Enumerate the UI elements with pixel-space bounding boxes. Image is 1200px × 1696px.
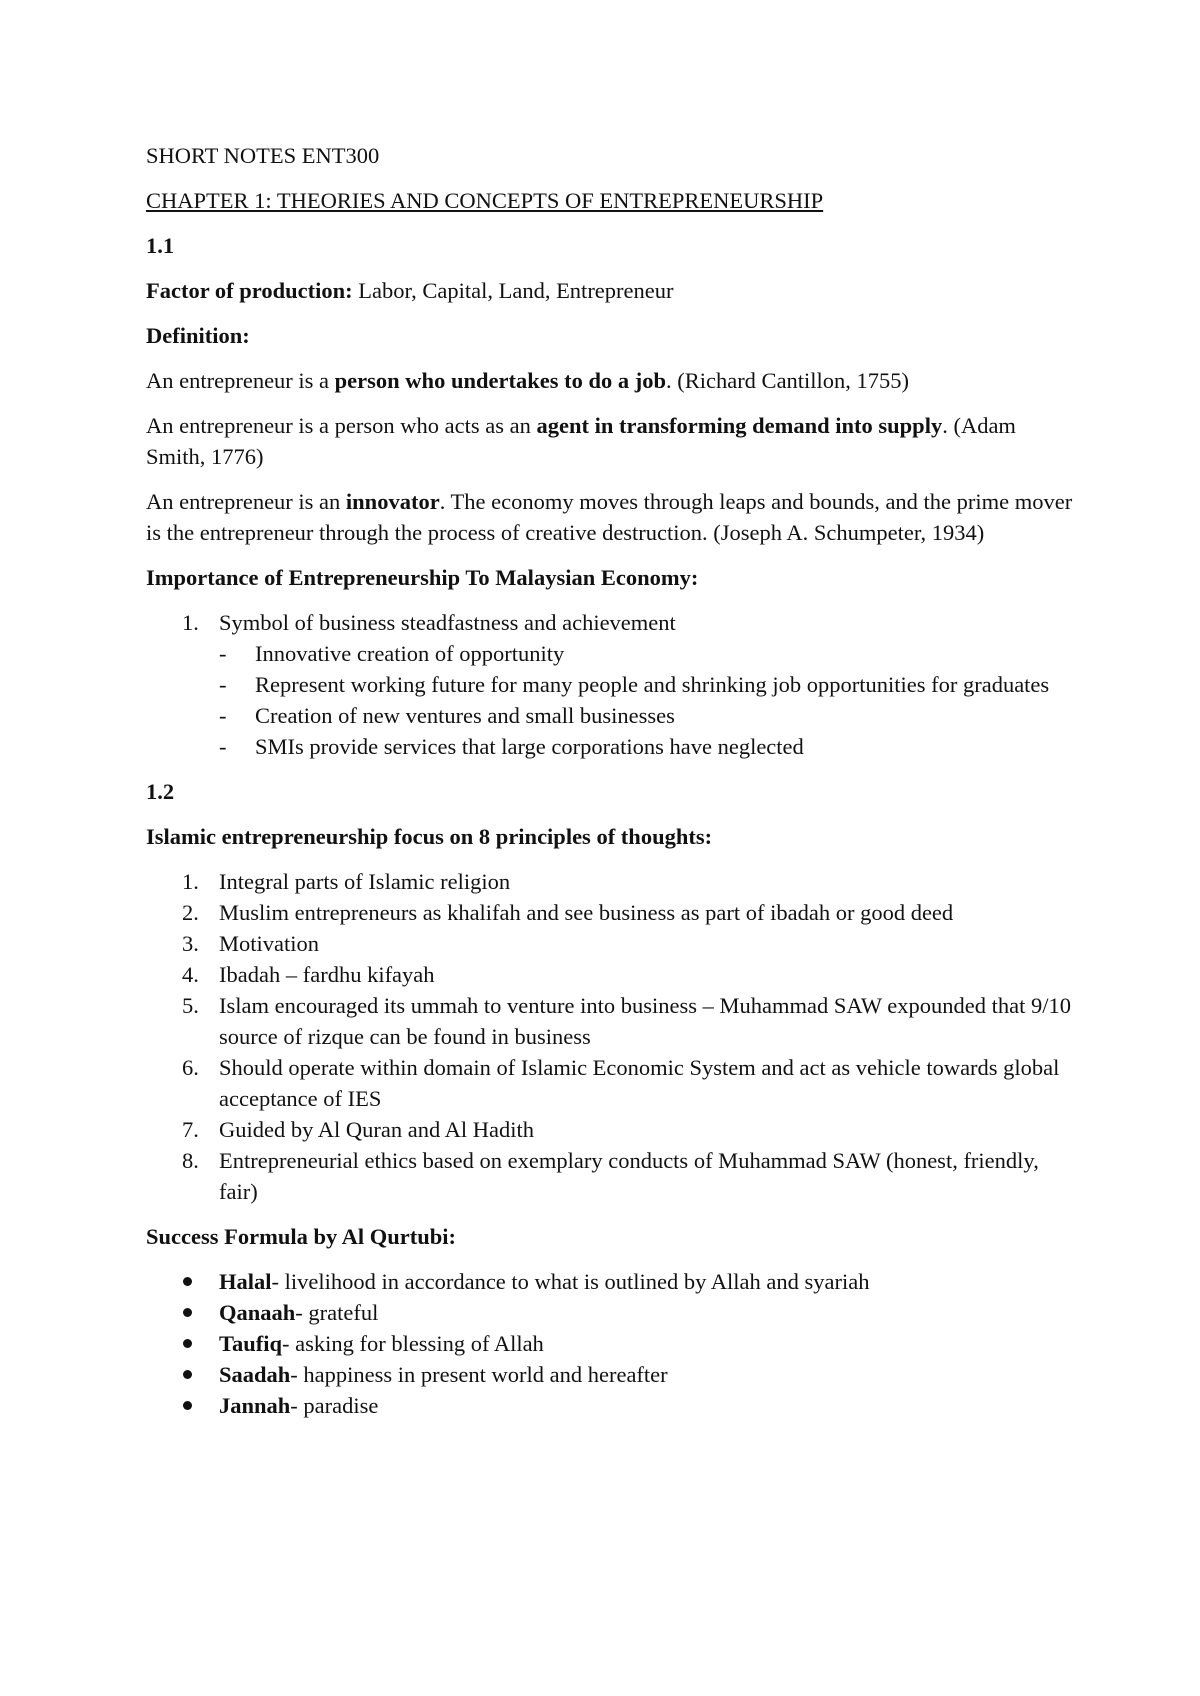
definition-paragraph: An entrepreneur is a person who undertakes to do a job. (Richard Cantillon, 1755) [146,368,910,393]
document-title: SHORT NOTES ENT300 [146,143,380,168]
list-number: 1. [182,610,199,635]
list-item: Jannah- paradise [146,1390,1076,1421]
bullet-icon [183,1401,192,1410]
section-number-1-2: 1.2 [146,779,175,804]
list-number: 4. [182,962,199,987]
list-number: 7. [182,1117,199,1142]
chapter-heading: CHAPTER 1: THEORIES AND CONCEPTS OF ENTREPRENEURSHIP [146,188,824,213]
list-item: Qanaah- grateful [146,1297,1076,1328]
success-formula-list [146,1266,1076,1421]
list-number: 3. [182,931,199,956]
list-item: Taufiq- asking for blessing of Allah [146,1328,1076,1359]
list-item: 8. Entrepreneurial ethics based on exemplary conducts of Muhammad SAW (honest, friendly, fair) [146,1145,1076,1207]
definition-paragraph: An entrepreneur is a person who acts as an agent in transforming demand into supply. (Adam Smith, 1776) [146,413,1016,469]
list-number: 2. [182,900,199,925]
list-item [146,607,1076,762]
dash-marker: - [219,734,227,759]
list-item: 3. Motivation [146,928,1076,959]
dash-marker: - [219,641,227,666]
list-item: Halal- livelihood in accordance to what is outlined by Allah and syariah [146,1266,1076,1297]
list-number: 6. [182,1055,199,1080]
list-number: 8. [182,1148,199,1173]
importance-heading: Importance of Entrepreneurship To Malaysian Economy: [146,565,699,590]
bullet-icon [183,1339,192,1348]
list-item: 5. Islam encouraged its ummah to venture into business – Muhammad SAW expounded that 9/10 source of rizque can be found in business [146,990,1076,1052]
list-item: 4. Ibadah – fardhu kifayah [146,959,1076,990]
factor-of-production [146,275,1076,306]
success-formula-heading: Success Formula by Al Qurtubi: [146,1224,457,1249]
sublist-item: - SMIs provide services that large corporations have neglected [219,731,1076,762]
list-item: 6. Should operate within domain of Islamic Economic System and act as vehicle towards global acceptance of IES [146,1052,1076,1114]
definition-paragraph: An entrepreneur is an innovator. The economy moves through leaps and bounds, and the prime mover is the entrepreneur through the process of creative destruction. (Joseph A. Schumpeter, 1934) [146,489,1073,545]
islamic-principles-list [146,866,1076,1207]
importance-list [146,607,1076,762]
sublist-item: - Represent working future for many people and shrinking job opportunities for graduates [219,669,1076,700]
list-item: Saadah- happiness in present world and hereafter [146,1359,1076,1390]
factor-text: Labor, Capital, Land, Entrepreneur [352,278,674,303]
sublist-item: - Creation of new ventures and small businesses [219,700,1076,731]
list-item: 7. Guided by Al Quran and Al Hadith [146,1114,1076,1145]
bullet-icon [183,1308,192,1317]
bullet-icon [183,1277,192,1286]
list-number: 5. [182,993,199,1018]
document-page [146,140,1076,1435]
list-item: 2. Muslim entrepreneurs as khalifah and see business as part of ibadah or good deed [146,897,1076,928]
islamic-heading: Islamic entrepreneurship focus on 8 principles of thoughts: [146,824,713,849]
list-item: 1. Integral parts of Islamic religion [146,866,1076,897]
factor-label: Factor of production: [146,278,353,303]
sublist-item: - Innovative creation of opportunity [219,638,1076,669]
dash-marker: - [219,672,227,697]
list-number: 1. [182,869,199,894]
section-number-1-1: 1.1 [146,233,175,258]
bullet-icon [183,1370,192,1379]
list-item-text: Symbol of business steadfastness and achievement [219,610,676,635]
dash-marker: - [219,703,227,728]
importance-sublist [219,638,1076,762]
definition-heading: Definition: [146,323,250,348]
